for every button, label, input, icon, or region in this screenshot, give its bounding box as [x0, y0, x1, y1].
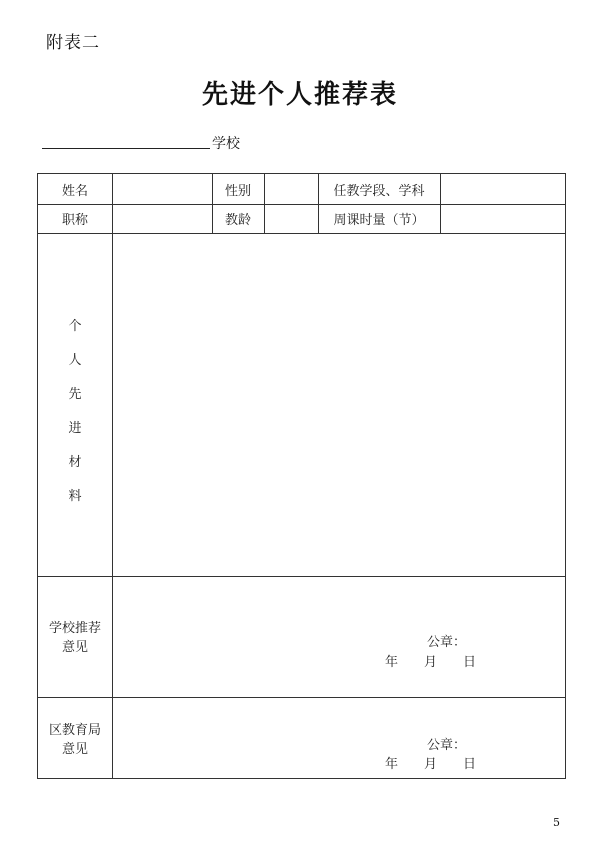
gender-field[interactable]	[265, 174, 318, 204]
teaching-years-label: 教龄	[224, 213, 251, 228]
professional-title-label: 职称	[61, 213, 88, 228]
recommendation-form-table	[37, 173, 566, 779]
school-seal-label: 公章：	[427, 635, 467, 650]
name-label: 姓名	[61, 183, 88, 199]
school-opinion-label	[38, 619, 112, 657]
district-opinion-area[interactable]	[113, 698, 565, 778]
district-opinion-label	[38, 721, 112, 759]
teaching-years-field[interactable]	[265, 204, 318, 233]
weekly-hours-field[interactable]	[441, 204, 565, 233]
school-opinion-label-line1: 学校推荐	[48, 621, 101, 636]
material-label-char: 人	[68, 353, 82, 368]
material-label-char: 进	[68, 421, 82, 436]
school-label: 学校	[212, 136, 240, 152]
attachment-label: 附表二	[46, 33, 100, 53]
material-label-char: 先	[68, 387, 82, 402]
weekly-hours-label: 周课时量（节）	[333, 213, 425, 228]
district-opinion-label-line1: 区教育局	[48, 723, 101, 738]
professional-title-field[interactable]	[113, 204, 212, 233]
material-content-area[interactable]	[113, 234, 565, 576]
school-name-blank[interactable]	[42, 148, 210, 149]
stage-subject-label: 任教学段、学科	[333, 183, 425, 199]
material-vertical-label	[38, 317, 112, 521]
school-opinion-area[interactable]	[113, 577, 565, 697]
page-number: 5	[553, 816, 560, 829]
material-label-char: 材	[68, 455, 82, 470]
material-label-char: 料	[68, 489, 82, 504]
school-opinion-label-line2: 意见	[61, 640, 88, 655]
form-title: 先进个人推荐表	[201, 80, 398, 110]
name-field[interactable]	[113, 174, 212, 204]
district-seal-label: 公章：	[427, 738, 467, 753]
district-opinion-label-line2: 意见	[61, 742, 88, 757]
gender-label: 性别	[224, 183, 251, 199]
district-opinion-date: 年 月 日	[385, 757, 477, 772]
stage-subject-field[interactable]	[441, 174, 565, 204]
school-opinion-date: 年 月 日	[385, 655, 477, 670]
material-label-char: 个	[68, 319, 82, 334]
